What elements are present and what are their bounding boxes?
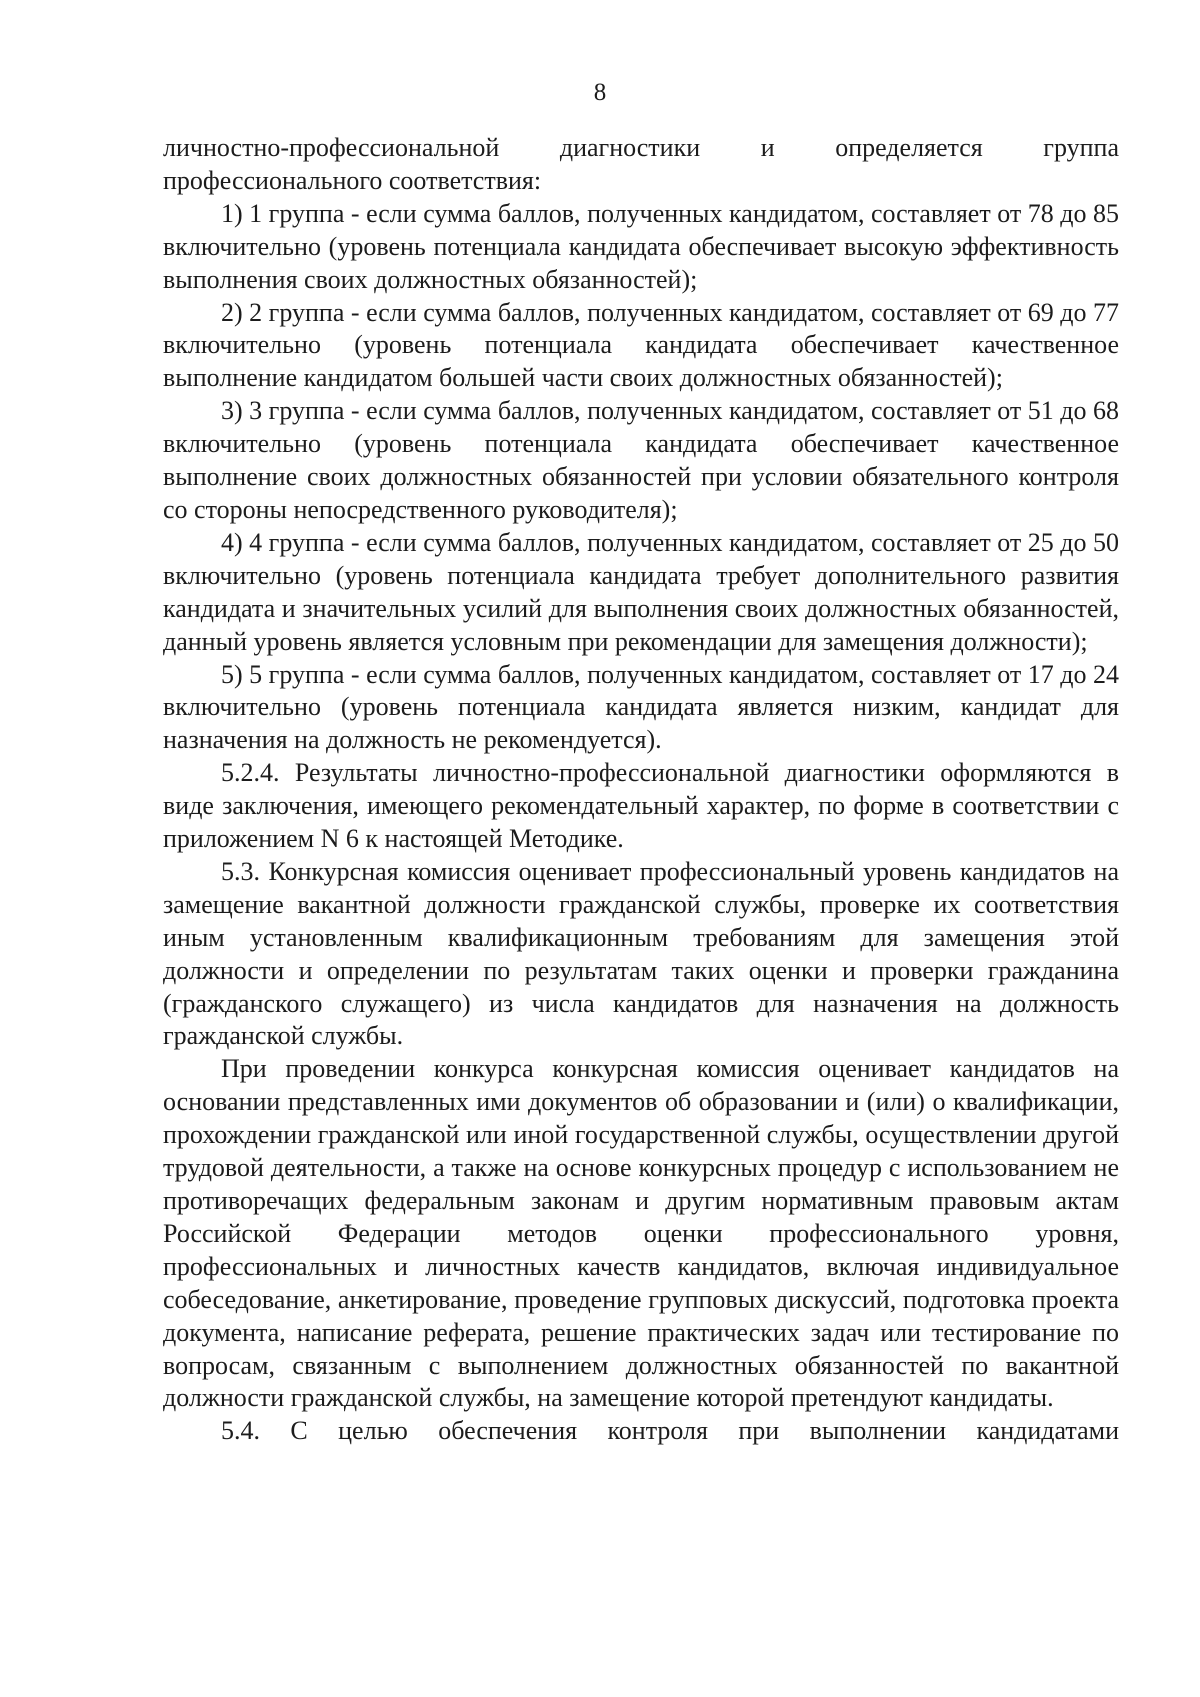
paragraph-5-4: 5.4. С целью обеспечения контроля при выполнении кандидатами [221,1416,1119,1446]
paragraph-continuation: личностно-профессиональной диагностики и определяется группа профессионального соответствия: [163,133,1119,195]
paragraph-group-4: 4) 4 группа - если сумма баллов, полученных кандидатом, составляет от 25 до 50 включительно (уровень потенциала кандидата требует дополнительного развития кандидата и значительных усилий для выполнения своих должностных обязанностей, данный уровень является условным при рекомендации для замещения должности); [163,527,1119,656]
paragraph-competition-methods: При проведении конкурса конкурсная комиссия оценивает кандидатов на основании представленных ими документов об образовании и (или) о квалификации, прохождении гражданской или иной государственной службы, осуществлении другой трудовой деятельности, а также на основе конкурсных процедур с использованием не противоречащих федеральным законам и другим нормативным правовым актам Российской Федерации методов оценки профессионального уровня, профессиональных и личностных качеств кандидатов, включая индивидуальное собеседование, анкетирование, проведение групповых дискуссий, подготовка проекта документа, написание реферата, решение практических задач или тестирование по вопросам, связанным с выполнением должностных обязанностей по вакантной должности гражданской службы, на замещение которой претендуют кандидаты. [163,1054,1119,1413]
paragraph-5-3: 5.3. Конкурсная комиссия оценивает профессиональный уровень кандидатов на замещение вакантной должности гражданской службы, проверке их соответствия иным установленным квалификационным требованиям для замещения этой должности и определении по результатам таких оценки и проверки гражданина (гражданского служащего) из числа кандидатов для назначения на должность гражданской службы. [163,856,1119,1051]
paragraph-group-3: 3) 3 группа - если сумма баллов, полученных кандидатом, составляет от 51 до 68 включительно (уровень потенциала кандидата обеспечивает качественное выполнение своих должностных обязанностей при условии обязательного контроля со стороны непосредственного руководителя); [163,396,1119,524]
paragraph-group-1: 1) 1 группа - если сумма баллов, полученных кандидатом, составляет от 78 до 85 включительно (уровень потенциала кандидата обеспечивает высокую эффективность выполнения своих должностных обязанностей); [163,198,1119,294]
paragraph-group-5: 5) 5 группа - если сумма баллов, полученных кандидатом, составляет от 17 до 24 включительно (уровень потенциала кандидата является низким, кандидат для назначения на должность не рекомендуется). [163,659,1119,755]
document-body [163,132,1119,1448]
paragraph-group-2: 2) 2 группа - если сумма баллов, полученных кандидатом, составляет от 69 до 77 включительно (уровень потенциала кандидата обеспечивает качественное выполнение кандидатом большей части своих должностных обязанностей); [163,297,1119,393]
paragraph-5-2-4: 5.2.4. Результаты личностно-профессиональной диагностики оформляются в виде заключения, имеющего рекомендательный характер, по форме в соответствии с приложением N 6 к настоящей Методике. [163,758,1119,854]
page-number: 8 [593,79,607,106]
